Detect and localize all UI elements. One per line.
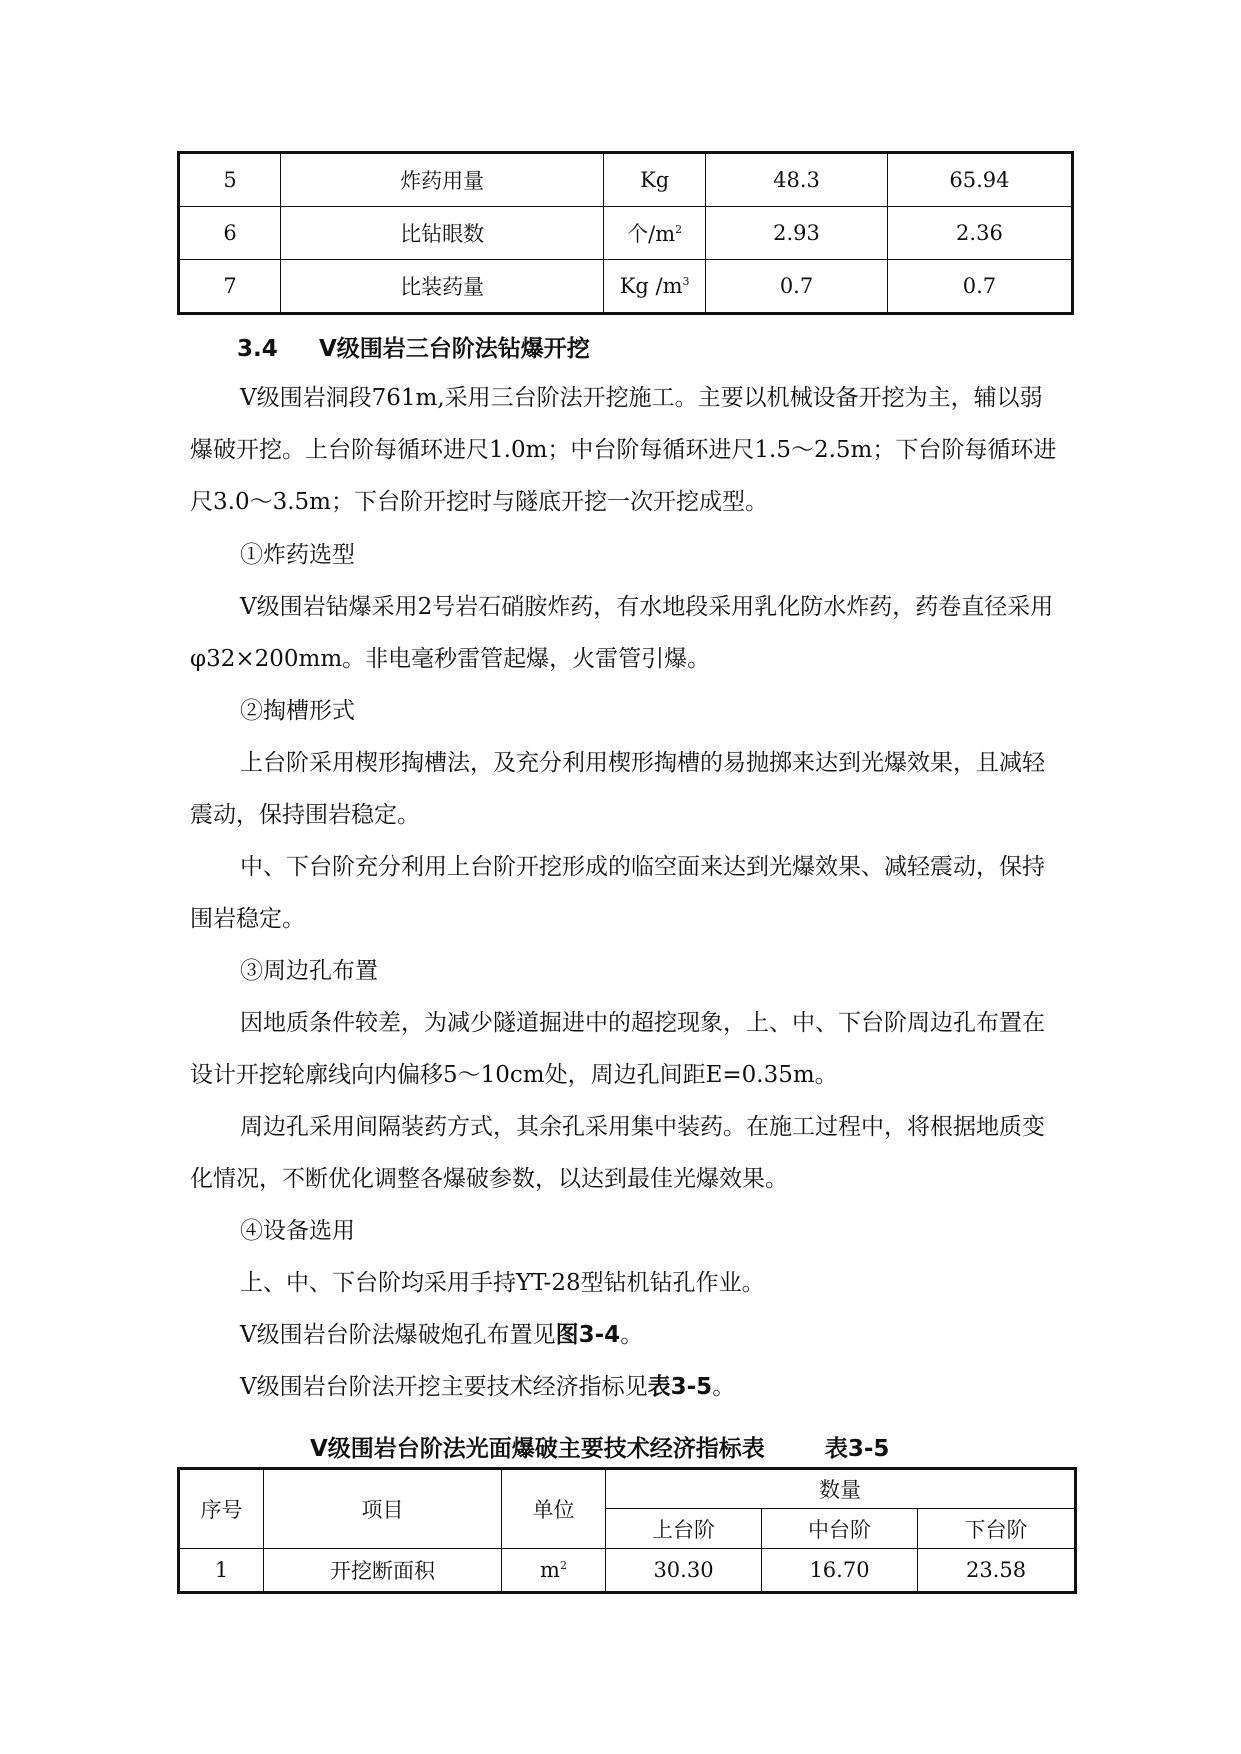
figure-reference: 图3-4 (555, 1322, 621, 1348)
table-header-row (179, 1469, 1076, 1509)
header-cell: 数量 (606, 1469, 1076, 1509)
header-cell: 序号 (179, 1469, 264, 1549)
value-cell: 0.7 (887, 260, 1072, 314)
body-paragraph: Ⅴ级围岩洞段761m,采用三台阶法开挖施工。主要以机械设备开挖为主，辅以弱爆破开挖。上台阶每循环进尺1.0m；中台阶每循环进尺1.5～2.5m；下台阶每循环进尺3.0～3.5m；下台阶开挖时与隧底开挖一次开挖成型。 (190, 385, 1057, 515)
unit-exponent: 2 (559, 1559, 567, 1572)
value-cell: 48.3 (706, 153, 888, 207)
indicator-table-continued (177, 151, 1074, 315)
header-cell: 下台阶 (918, 1509, 1076, 1549)
row-number: 1 (179, 1549, 264, 1593)
value-cell: 23.58 (918, 1549, 1076, 1593)
ref-text: 。 (712, 1374, 736, 1400)
ref-text: Ⅴ级围岩台阶法爆破炮孔布置见 (240, 1322, 556, 1348)
body-paragraph: 中、下台阶充分利用上台阶开挖形成的临空面来达到光爆效果、减轻震动，保持围岩稳定。 (190, 854, 1045, 932)
table-row (179, 1549, 1076, 1593)
subheading-explosive-selection: ①炸药选型 (240, 542, 355, 568)
row-number: 5 (179, 153, 281, 207)
body-paragraph: Ⅴ级围岩钻爆采用2号岩石硝胺炸药，有水地段采用乳化防水炸药，药卷直径采用φ32×200mm。非电毫秒雷管起爆，火雷管引爆。 (190, 594, 1054, 672)
table-row (179, 207, 1073, 260)
body-paragraph: 因地质条件较差，为减少隧道掘进中的超挖现象，上、中、下台阶周边孔布置在设计开挖轮廓线向内偏移5～10cm处，周边孔间距E=0.35m。 (190, 1010, 1045, 1088)
table-row (179, 260, 1073, 314)
value-cell: 30.30 (606, 1549, 762, 1593)
unit-cell (502, 1549, 606, 1593)
unit-exponent: 3 (682, 275, 690, 288)
body-paragraph: 周边孔采用间隔装药方式，其余孔采用集中装药。在施工过程中，将根据地质变化情况，不断优化调整各爆破参数，以达到最佳光爆效果。 (190, 1114, 1045, 1192)
table-reference: 表3-5 (647, 1374, 713, 1400)
table-reference-paragraph (190, 1361, 1062, 1413)
table-row (179, 153, 1073, 207)
table-number: 表3-5 (824, 1436, 890, 1462)
subheading-equipment: ④设备选用 (240, 1218, 355, 1244)
unit-base: Kg /m (619, 274, 683, 298)
section-title: Ⅴ级围岩三台阶法钻爆开挖 (319, 336, 590, 362)
row-number: 6 (179, 207, 281, 260)
row-number: 7 (179, 260, 281, 314)
indicator-table (177, 1467, 1077, 1594)
value-cell: 65.94 (887, 153, 1072, 207)
header-cell: 上台阶 (606, 1509, 762, 1549)
body-paragraph: 上台阶采用楔形掏槽法，及充分利用楔形掏槽的易抛掷来达到光爆效果，且减轻震动，保持围岩稳定。 (190, 750, 1045, 828)
table-caption (310, 1430, 889, 1463)
item-cell: 比钻眼数 (281, 207, 604, 260)
figure-reference-paragraph (190, 1309, 1062, 1361)
header-cell: 中台阶 (762, 1509, 918, 1549)
item-cell: 开挖断面积 (264, 1549, 502, 1593)
section-heading (237, 330, 590, 363)
header-cell: 单位 (502, 1469, 606, 1549)
unit-cell: Kg (604, 153, 706, 207)
item-cell: 比装药量 (281, 260, 604, 314)
subheading-cut-form: ②掏槽形式 (240, 698, 355, 724)
header-cell: 项目 (264, 1469, 502, 1549)
value-cell: 16.70 (762, 1549, 918, 1593)
unit-base: 个/m (627, 222, 676, 246)
unit-cell (604, 207, 706, 260)
item-cell: 炸药用量 (281, 153, 604, 207)
body-paragraph: 上、中、下台阶均采用手持YT-28型钻机钻孔作业。 (240, 1270, 765, 1296)
unit-base: m (540, 1558, 560, 1582)
table-title: Ⅴ级围岩台阶法光面爆破主要技术经济指标表 (310, 1436, 765, 1462)
ref-text: Ⅴ级围岩台阶法开挖主要技术经济指标见 (240, 1374, 648, 1400)
section-number: 3.4 (237, 336, 278, 362)
value-cell: 0.7 (706, 260, 888, 314)
ref-text: 。 (620, 1322, 644, 1348)
value-cell: 2.93 (706, 207, 888, 260)
value-cell: 2.36 (887, 207, 1072, 260)
subheading-perimeter-holes: ③周边孔布置 (240, 958, 378, 984)
unit-cell (604, 260, 706, 314)
unit-exponent: 2 (675, 223, 683, 236)
